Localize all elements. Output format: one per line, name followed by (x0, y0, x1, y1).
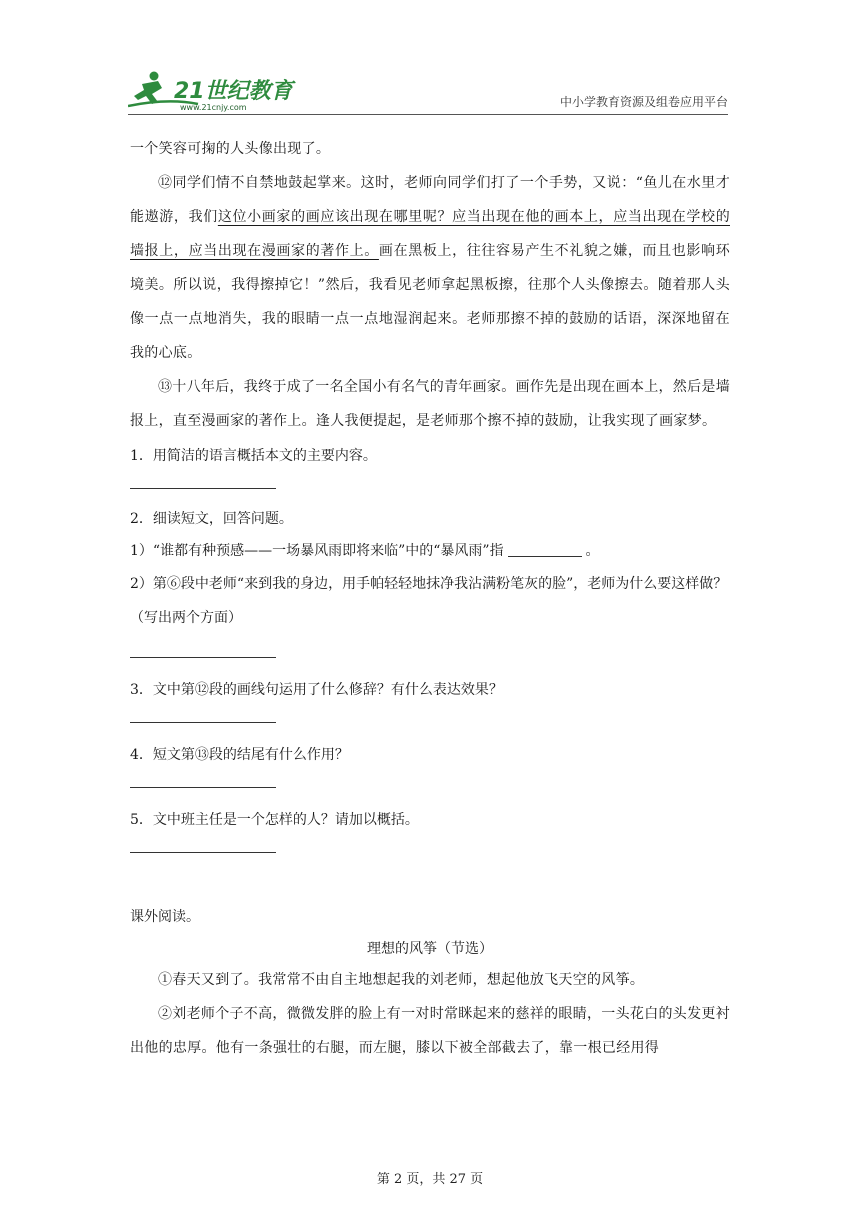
answer-line-2[interactable] (130, 657, 276, 658)
question-2-1: 1）“谁都有种预感——一场暴风雨即将来临”中的“暴风雨”指 。 (130, 543, 600, 559)
answer-line-3[interactable] (130, 722, 276, 723)
platform-name: 中小学教育资源及组卷应用平台 (559, 95, 728, 109)
answer-line-4[interactable] (130, 787, 276, 788)
fill-blank[interactable] (508, 556, 582, 557)
runner-icon (134, 81, 162, 104)
extra-paragraph-1: ①春天又到了。我常常不由自主地想起我的刘老师，想起他放飞天空的风筝。 (158, 972, 645, 988)
question-4: 4．短文第⑬段的结尾有什么作用？ (130, 747, 349, 763)
logo (128, 68, 328, 112)
extra-reading-label: 课外阅读。 (130, 909, 200, 925)
question-2: 2．细读短文，回答问题。 (130, 511, 293, 527)
question-5: 5．文中班主任是一个怎样的人？请加以概括。 (130, 812, 419, 828)
extra-reading-title: 理想的风筝（节选） (367, 941, 493, 957)
document-body (130, 132, 730, 1065)
logo-head-icon (150, 72, 159, 81)
answer-line-1[interactable] (130, 488, 276, 489)
question-3: 3．文中第⑫段的画线句运用了什么修辞？有什么表达效果？ (130, 682, 503, 698)
page-header (128, 68, 728, 115)
question-2-2: 2）第⑥段中老师“来到我的身边，用手帕轻轻地抹净我沾满粉笔灰的脸”，老师为什么要这样做？（写出两个方面） (130, 576, 728, 626)
question-1: 1．用简洁的语言概括本文的主要内容。 (130, 448, 377, 464)
paragraph-12: ⑫同学们情不自禁地鼓起掌来。这时，老师向同学们打了一个手势，又说：“鱼儿在水里才能遨游，我们这位小画家的画应该出现在哪里呢？应当出现在他的画本上，应当出现在学校的墙报上，应当出现在漫画家的著作上。画在黑板上，往往容易产生不礼貌之嫌，而且也影响环境美。所以说，我得擦掉它！”然后，我看见老师拿起黑板擦，往那个人头像擦去。随着那人头像一点一点地消失，我的眼睛一点一点地湿润起来。老师那擦不掉的鼓励的话语，深深地留在我的心底。 (130, 175, 730, 361)
logo-text: 21世纪教育 (174, 79, 293, 104)
underlined-sentence: 这位小画家的画应该出现在哪里呢？应当出现在他的画本上，应当出现在学校的墙报上，应当出现在漫画家的著作上。 (130, 209, 730, 259)
paragraph-13: ⑬十八年后，我终于成了一名全国小有名气的青年画家。画作先是出现在画本上，然后是墙报上，直至漫画家的著作上。逢人我便提起，是老师那个擦不掉的鼓励，让我实现了画家梦。 (130, 379, 730, 429)
passage-continued: 一个笑容可掬的人头像出现了。 (130, 141, 331, 157)
page-number: 第 2 页，共 27 页 (376, 1172, 484, 1187)
answer-line-5[interactable] (130, 852, 276, 853)
logo-url: www.21cnjy.com (180, 103, 247, 112)
extra-paragraph-2: ②刘老师个子不高，微微发胖的脸上有一对时常眯起来的慈祥的眼睛，一头花白的头发更衬出他的忠厚。他有一条强壮的右腿，而左腿，膝以下被全部截去了，靠一根已经用得 (130, 1006, 730, 1056)
